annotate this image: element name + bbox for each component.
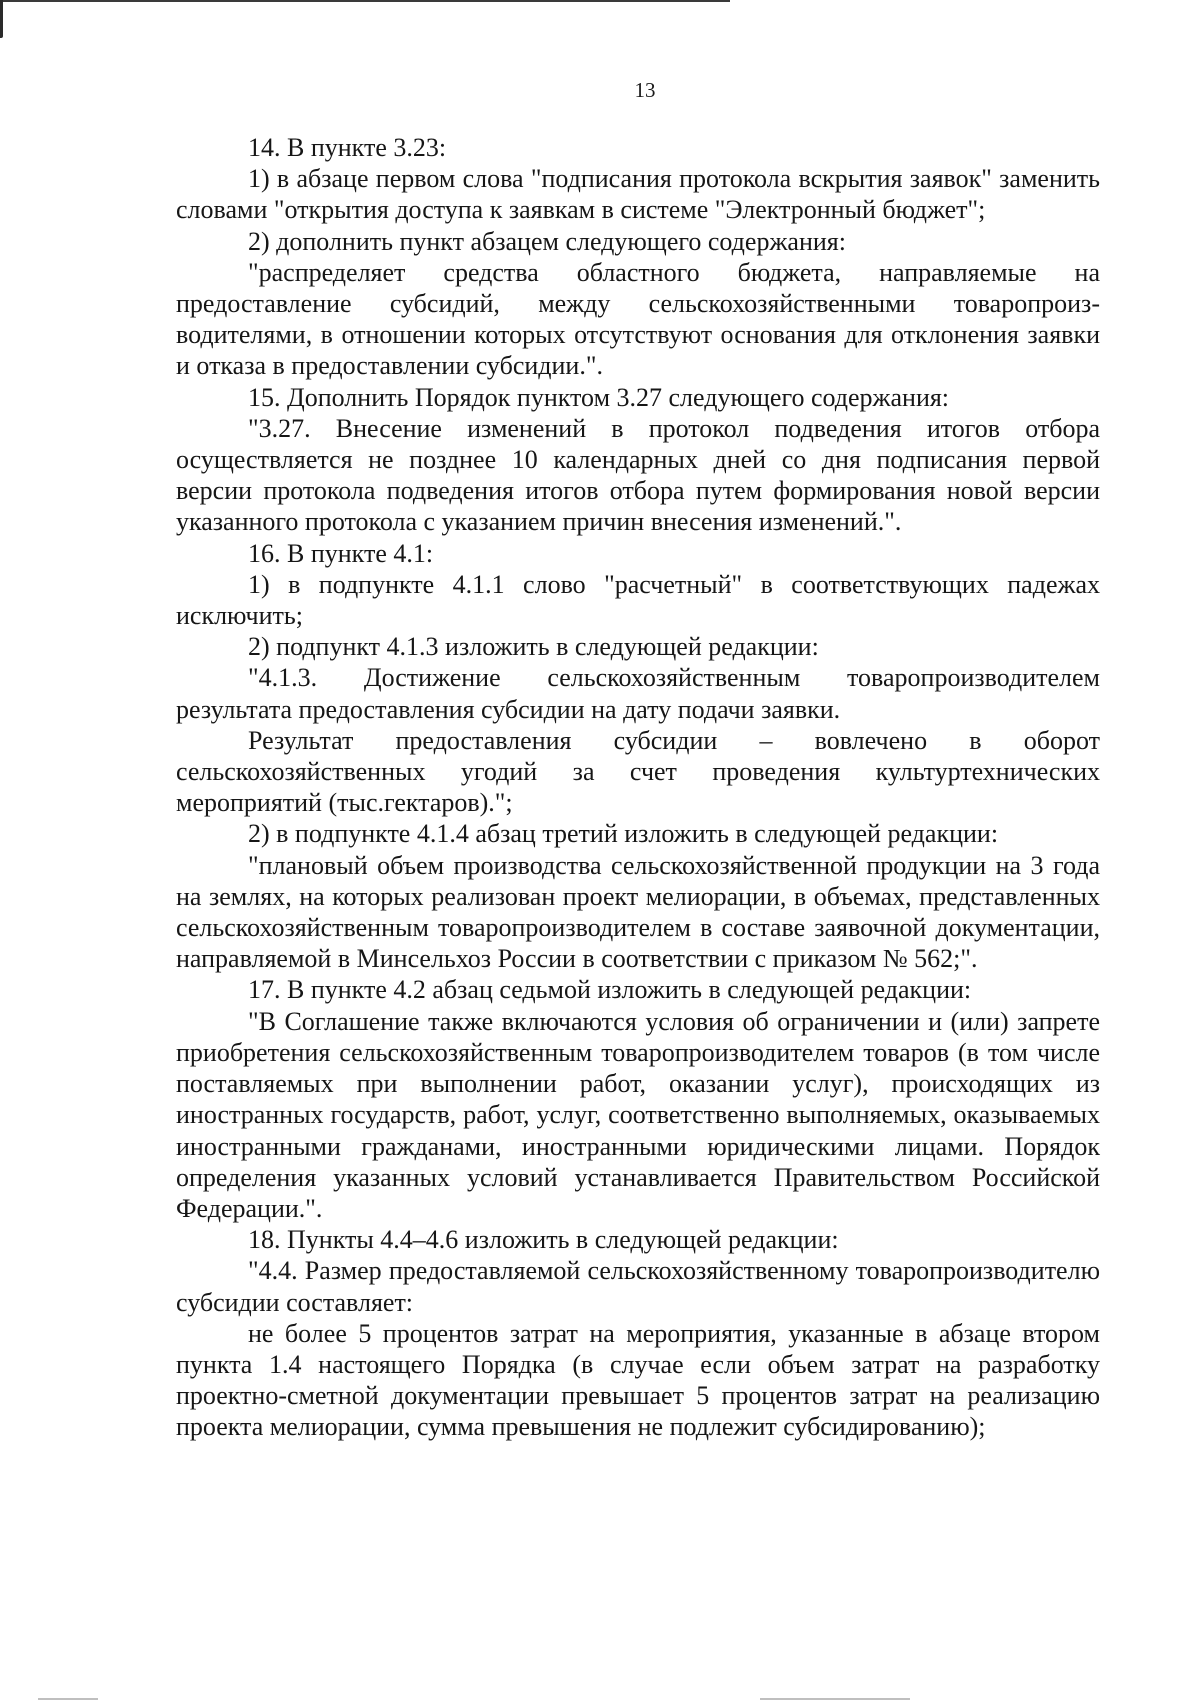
paragraph-16-item-2: 2) подпункт 4.1.3 изложить в следующей редакции:	[248, 632, 819, 662]
page-number: 13	[634, 78, 656, 102]
scan-edge-top	[0, 0, 730, 2]
paragraph-18-heading: 18. Пункты 4.4–4.6 изложить в следующей редакции:	[248, 1225, 839, 1255]
paragraph-14-heading: 14. В пункте 3.23:	[248, 133, 447, 162]
paragraph-16-quote-2: Результат предоставления субсидии – вовлечено в оборот сельскохозяйственных угодий за счет проведения культуртехнических мероприятий (тыс.гектаров).";	[176, 725, 1100, 818]
paragraph-14-quote: "распределяет средства областного бюджета, направляемые на предоставление субсидий, между сельскохозяйственными товаропроизводителями, в отношении которых отсутствуют основания для отклонения заявки и отказа в предоставлении субсидии.".	[176, 257, 1100, 381]
paragraph-16-item-3: 2) в подпункте 4.1.4 абзац третий изложить в следующей редакции:	[248, 819, 999, 849]
document-body	[176, 132, 1100, 1443]
paragraph-16-heading: 16. В пункте 4.1:	[248, 538, 434, 568]
scan-edge-left	[0, 0, 3, 38]
paragraph-15-quote: "3.27. Внесение изменений в протокол подведения итогов отбора осуществляется не позднее 10 календарных дней со дня подписания первой версии протокола подведения итогов отбора путем формирования новой версии указанного протокола с указанием причин внесения изменений.".	[176, 413, 1100, 537]
paragraph-18-quote-1: "4.4. Размер предоставляемой сельскохозяйственному товаропроизводителю субсидии составляет:	[176, 1256, 1100, 1317]
paragraph-18-quote-2: не более 5 процентов затрат на мероприятия, указанные в абзаце втором пункта 1.4 настоящего Порядка (в случае если объем затрат на разработку проектно-сметной документации превышает 5 процентов затрат на реализацию проекта мелиорации, сумма превышения не подлежит субсидированию);	[176, 1318, 1100, 1442]
paragraph-17-heading: 17. В пункте 4.2 абзац седьмой изложить в следующей редакции:	[248, 975, 972, 1005]
scan-noise-mark	[760, 1698, 910, 1700]
paragraph-14-item-1: 1) в абзаце первом слова "подписания протокола вскрытия заявок" заменить словами "открытия доступа к заявкам в системе "Электронный бюджет";	[176, 164, 1100, 225]
scan-noise-mark	[38, 1698, 98, 1700]
paragraph-17-quote: "В Соглашение также включаются условия об ограничении и (или) запрете приобретения сельскохозяйственным товаропроизводителем товаров (в том числе поставляемых при выполнении работ, оказании услуг), происходящих из иностранных государств, работ, услуг, соответственно выполняемых, оказываемых иностранными гражданами, иностранными юридическими лицами. Порядок определения указанных условий устанавливается Правительством Российской Федерации.".	[176, 1006, 1100, 1223]
paragraph-16-quote-1: "4.1.3. Достижение сельскохозяйственным товаропроизводителем результата предоставления субсидии на дату подачи заявки.	[176, 663, 1100, 724]
paragraph-15-heading: 15. Дополнить Порядок пунктом 3.27 следующего содержания:	[248, 382, 950, 412]
paragraph-16-item-1: 1) в подпункте 4.1.1 слово "расчетный" в соответствующих падежах исключить;	[176, 569, 1100, 631]
paragraph-14-item-2: 2) дополнить пункт абзацем следующего содержания:	[248, 226, 846, 256]
paragraph-16-quote-3: "плановый объем производства сельскохозяйственной продукции на 3 года на землях, на которых реализован проект мелиорации, в объемах, представленных сельскохозяйственным товаропроизводителем в составе заявочной документации, направляемой в Минсельхоз России в соответствии с приказом № 562;".	[176, 850, 1100, 974]
